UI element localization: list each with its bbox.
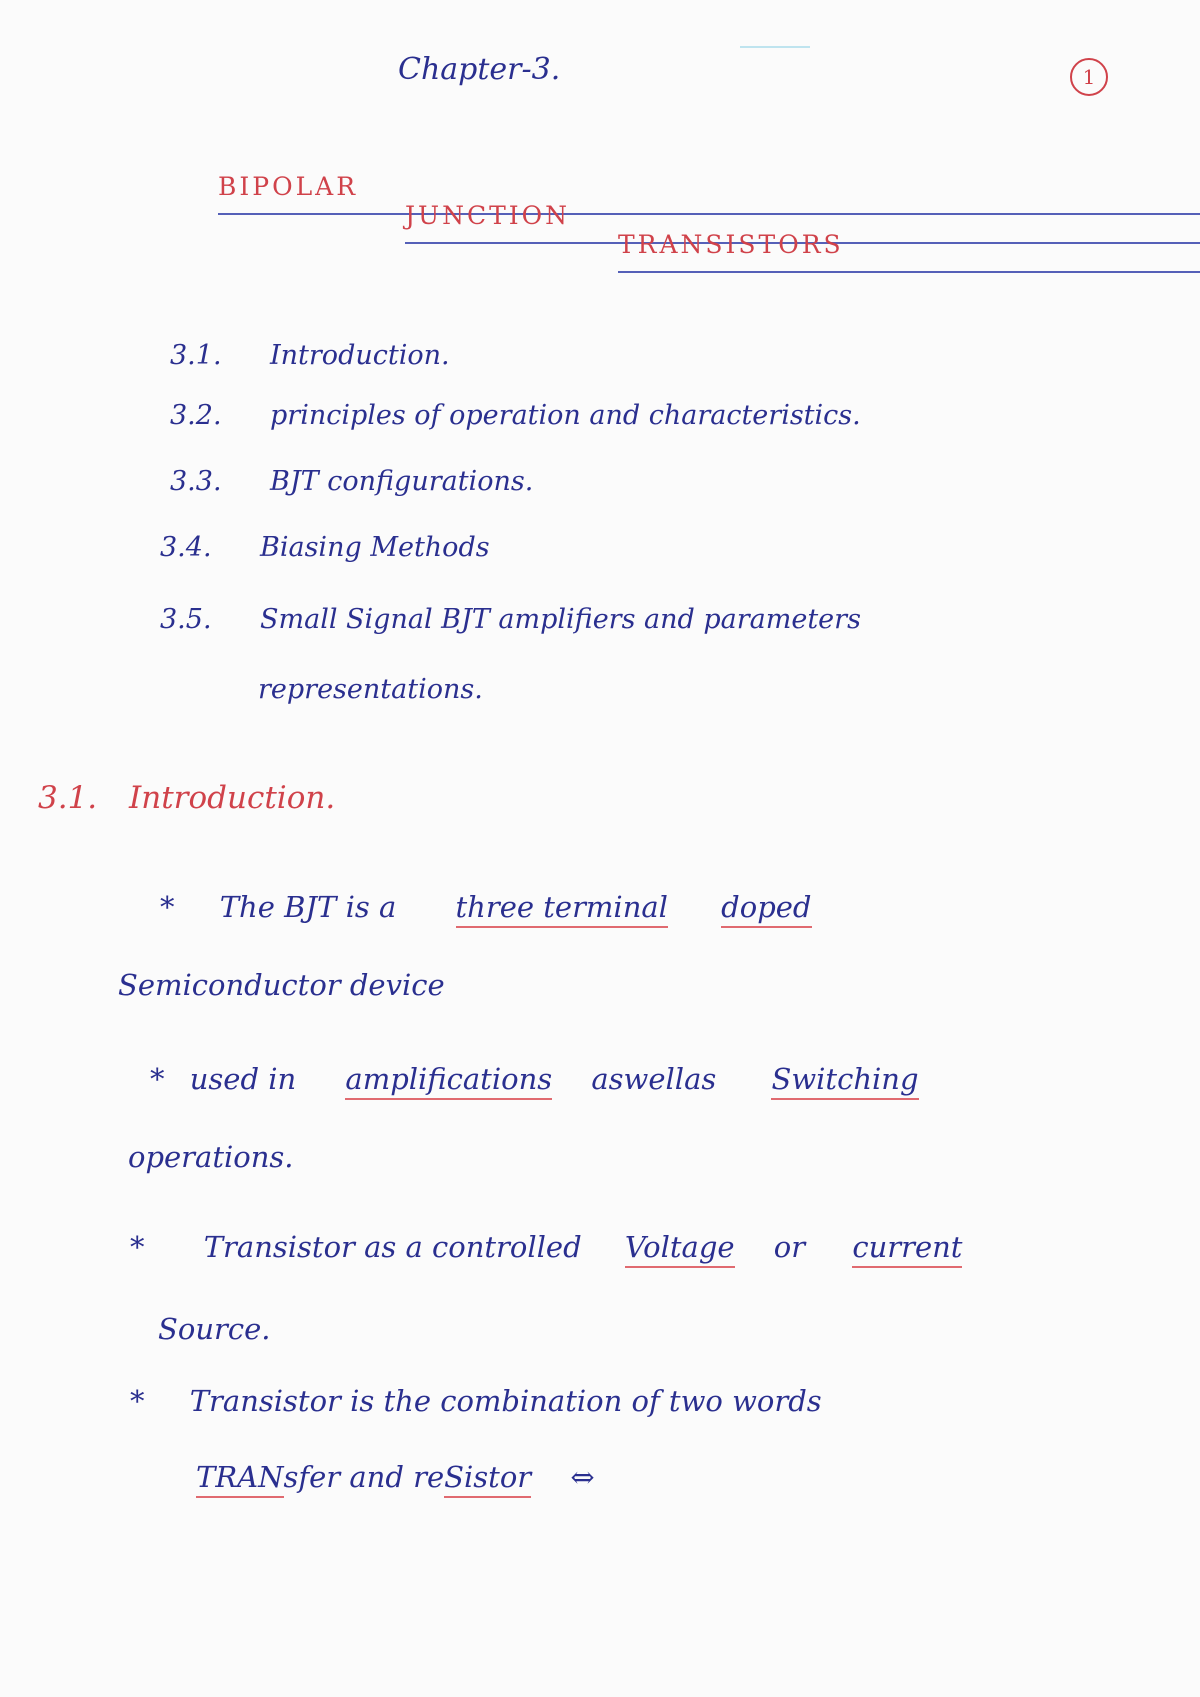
- underlined-term: TRAN: [196, 1460, 284, 1498]
- toc-text: Small Signal BJT amplifiers and parameters: [260, 604, 861, 635]
- underlined-term: Switching: [771, 1062, 918, 1100]
- toc-number: 3.4.: [160, 532, 212, 563]
- title-word-junction: JUNCTION: [405, 201, 1200, 230]
- bullet-text: used in: [189, 1062, 297, 1096]
- toc-item: [170, 400, 861, 431]
- underlined-term: current: [852, 1230, 962, 1268]
- scribble-mark: ⇔: [570, 1460, 595, 1494]
- underlined-term: three terminal: [456, 890, 668, 928]
- bullet-text: or: [773, 1230, 806, 1264]
- underlined-term: Voltage: [625, 1230, 735, 1268]
- bullet-star: *: [150, 1062, 165, 1096]
- toc-number: 3.2.: [170, 400, 222, 431]
- section-number: 3.1.: [38, 780, 98, 816]
- bullet-star: *: [130, 1384, 145, 1418]
- toc-number: 3.1.: [170, 340, 222, 371]
- bullet-star: *: [130, 1230, 145, 1264]
- title-word-transistors: TRANSISTORS: [618, 230, 1200, 259]
- toc-text: BJT configurations.: [270, 466, 534, 497]
- toc-text: Introduction.: [270, 340, 450, 371]
- toc-text: representations.: [258, 674, 483, 705]
- bullet-line: [130, 1230, 962, 1264]
- bullet-line: [150, 1062, 919, 1096]
- bullet-text: Transistor as a controlled: [203, 1230, 582, 1264]
- bullet-star: *: [160, 890, 175, 924]
- toc-item: [170, 466, 533, 497]
- toc-number: 3.3.: [170, 466, 222, 497]
- toc-item: [160, 604, 861, 635]
- underlined-term: Sistor: [444, 1460, 531, 1498]
- bullet-continuation: Source.: [158, 1312, 271, 1346]
- toc-item: [170, 340, 450, 371]
- toc-item: [258, 674, 483, 705]
- bullet-text: aswellas: [591, 1062, 717, 1096]
- underlined-term: doped: [721, 890, 811, 928]
- toc-item: [160, 532, 490, 563]
- scan-artifact: [740, 46, 810, 48]
- bullet-text: The BJT is a: [219, 890, 397, 924]
- underlined-term: amplifications: [345, 1062, 552, 1100]
- bullet-continuation: [196, 1460, 595, 1494]
- section-heading: [38, 780, 335, 816]
- bullet-line: [160, 890, 812, 924]
- toc-text: Biasing Methods: [260, 532, 490, 563]
- bullet-continuation: operations.: [128, 1140, 294, 1174]
- page-number: 1: [1070, 58, 1108, 96]
- title-word-bipolar: BIPOLAR: [218, 172, 1200, 201]
- toc-number: 3.5.: [160, 604, 212, 635]
- bullet-text: Transistor is the combination of two words: [189, 1384, 822, 1418]
- bullet-continuation: Semiconductor device: [118, 968, 445, 1002]
- bullet-text: sfer and re: [283, 1460, 445, 1494]
- section-title: Introduction.: [129, 780, 336, 816]
- toc-text: principles of operation and characteristics.: [270, 400, 861, 431]
- chapter-heading: Chapter-3.: [398, 52, 561, 87]
- bullet-line: [130, 1384, 822, 1418]
